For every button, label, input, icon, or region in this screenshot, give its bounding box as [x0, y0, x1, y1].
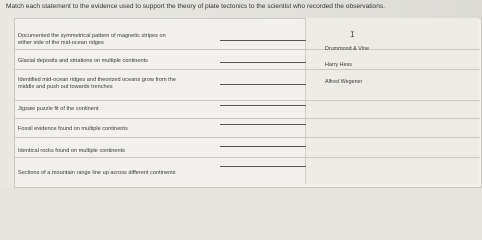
instructions-text: Match each statement to the evidence used to support the theory of plate tectonics to the scientist who recorded the observations. — [6, 3, 385, 10]
answer-blank-5[interactable] — [220, 124, 306, 125]
scientist-alfred-wegener[interactable]: Alfred Wegener — [325, 79, 363, 85]
answer-blank-1[interactable] — [220, 40, 306, 41]
scientist-drummond-vine[interactable]: Drummond & Vine — [325, 46, 369, 52]
statement-3-line2: middle and push out towards trenches — [18, 83, 113, 90]
scientist-answer-bank — [305, 18, 479, 184]
answer-blank-3[interactable] — [220, 84, 306, 85]
statement-5: Fossil evidence found on multiple continents — [18, 126, 128, 132]
statement-1-line2: either side of the mid-ocean ridges — [18, 39, 104, 46]
scientist-harry-hess[interactable]: Harry Hess — [325, 62, 352, 68]
statement-1 — [18, 33, 166, 46]
row-divider — [14, 137, 480, 138]
statement-3 — [18, 77, 176, 90]
row-divider — [14, 49, 480, 50]
statement-4: Jigsaw puzzle fit of the continent — [18, 106, 99, 112]
statement-1-line1: Documented the symmetrical pattern of magnetic stripes on — [18, 33, 166, 39]
text-cursor-icon: I — [350, 31, 355, 40]
statement-3-line1: Identified mid-ocean ridges and theorized oceans grow from the — [18, 77, 176, 83]
answer-blank-4[interactable] — [220, 105, 306, 106]
row-divider — [14, 69, 480, 70]
statement-2: Glacial deposits and striations on multiple continents — [18, 58, 148, 64]
answer-blank-7[interactable] — [220, 166, 306, 167]
statement-6: Identical rocks found on multiple continents — [18, 148, 125, 154]
row-divider — [14, 157, 480, 158]
answer-blank-2[interactable] — [220, 62, 306, 63]
statement-7: Sections of a mountain range line up across different continents — [18, 170, 176, 176]
row-divider — [14, 118, 480, 119]
answer-blank-6[interactable] — [220, 146, 306, 147]
row-divider — [14, 100, 480, 101]
